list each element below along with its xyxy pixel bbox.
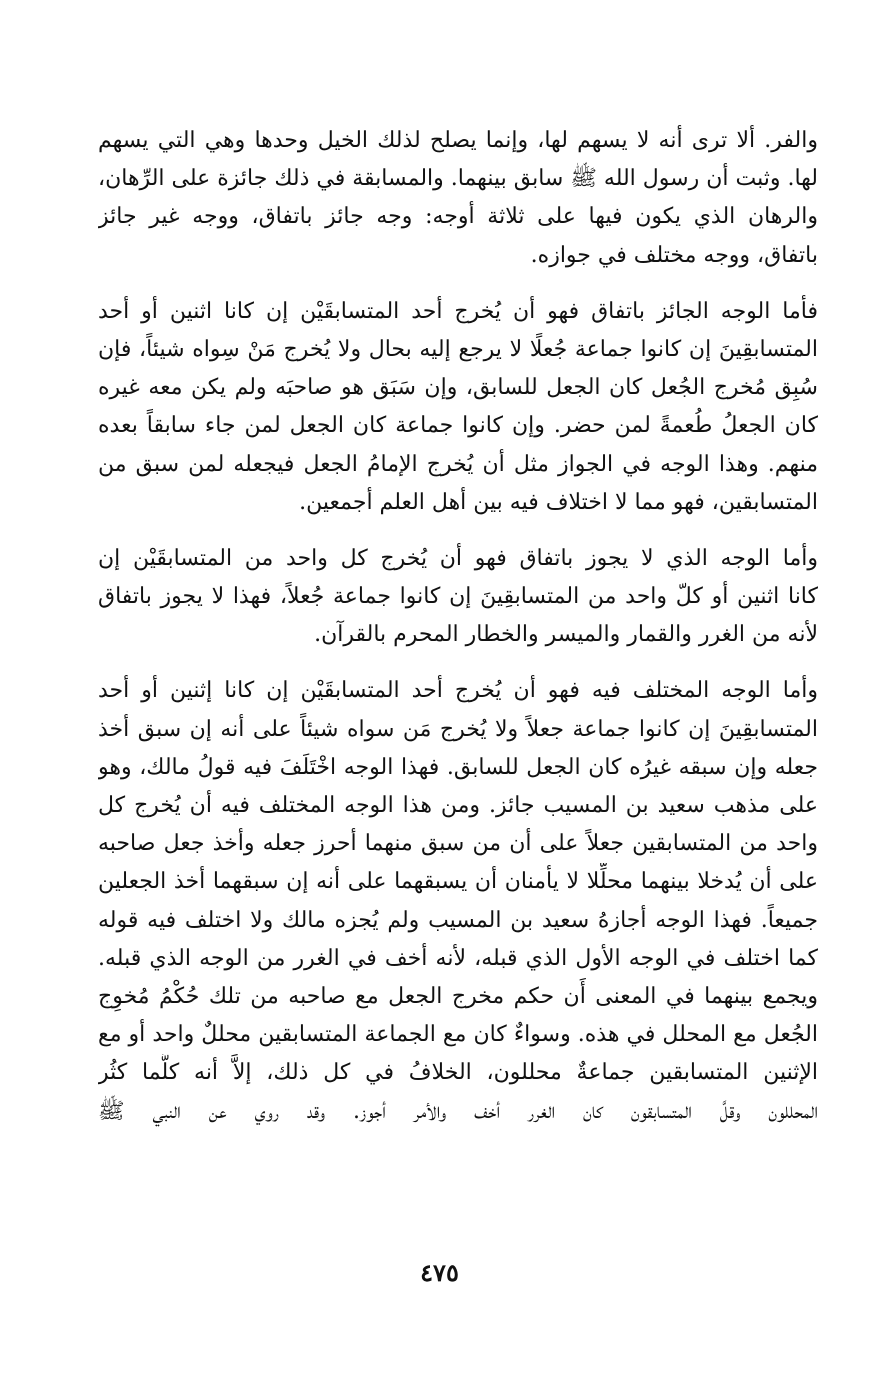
text-line: والفر. ألا ترى أنه لا يسهم لها، وإنما يصلح لذلك الخيل وحدها وهي التي يسهم xyxy=(98,128,818,153)
text-line: واحد من المتسابقين جعلاً على أن من سبق منهما أحرز جعله وأخذ جعل صاحبه xyxy=(98,831,818,857)
text-line: المحللون وقلَّ المتسابقون كان الغرر أخف والأمر أجوز. وقد روي عن النبي ﷺ xyxy=(98,1098,818,1124)
paragraph-gap xyxy=(98,654,818,672)
text-line: الجُعل مع المحلل في هذه. وسواءٌ كان مع الجماعة المتسابقين محللٌ واحد أو مع xyxy=(98,1022,818,1048)
text-line: لها. وثبت أن رسول الله ﷺ سابق بينهما. والمسابقة في ذلك جائزة على الرِّهان، xyxy=(98,166,818,192)
text-line: الإثنين المتسابقين جماعةٌ محللون، الخلافُ في كل ذلك، إلاَّ أنه كلَّما كثُر xyxy=(98,1060,818,1086)
paragraph-gap xyxy=(98,522,818,540)
text-line: جميعاً. فهذا الوجه أجازهُ سعيد بن المسيب ولم يُجزه مالك ولا اختلف فيه قوله xyxy=(98,907,818,933)
text-line: سُبِق مُخرج الجُعل كان الجعل للسابق، وإن سَبَق هو صاحبَه ولم يكن معه غيره xyxy=(98,375,818,401)
text-line: المتسابقِينَ إن كانوا جماعة جُعلًا لا يرجع إليه بحال ولا يُخرج مَنْ سِواه شيئاً، فإن xyxy=(98,336,818,362)
text-line: فأما الوجه الجائز باتفاق فهو أن يُخرج أحد المتسابقَيْن إن كانا اثنين أو أحد xyxy=(98,298,818,324)
paragraph xyxy=(98,293,818,522)
paragraph xyxy=(98,540,818,655)
text-line: ويجمع بينهما في المعنى أَن حكم مخرج الجعل مع صاحبه من تلك حُكْمُ مُخوِج xyxy=(98,983,818,1009)
text-line: باتفاق، ووجه مختلف في جوازه. xyxy=(530,242,818,268)
text-line: المتسابقِينَ إن كانوا جماعة جعلاً ولا يُخرج مَن سواه شيئاً على أنه إن سبق أخذ xyxy=(98,716,818,742)
text-line: جعله وإن سبقه غيرُه كان الجعل للسابق. فهذا الوجه اخْتَلَفَ فيه قولُ مالك، وهو xyxy=(98,754,818,780)
text-line: كان الجعلُ طُعمةً لمن حضر. وإن كانوا جماعة كان الجعل لمن جاء سابقاً بعده xyxy=(98,413,818,439)
text-line: كانا اثنين أو كلّ واحد من المتسابقِينَ إن كانوا جماعة جُعلاً، فهذا لا يجوز باتفاق xyxy=(98,584,818,610)
text-line: وأما الوجه الذي لا يجوز باتفاق فهو أن يُخرج كل واحد من المتسابقَيْن إن xyxy=(98,545,818,571)
text-line: على مذهب سعيد بن المسيب جائز. ومن هذا الوجه المختلف فيه أن يُخرج كل xyxy=(98,793,818,818)
page-number: ٤٧٥ xyxy=(420,1258,459,1287)
body-text xyxy=(98,122,818,1131)
text-line: منهم. وهذا الوجه في الجواز مثل أن يُخرج الإمامُ الجعل فيجعله لمن سبق من xyxy=(98,451,818,477)
text-line: كما اختلف في الوجه الأول الذي قبله، لأنه أخف في الغرر من الوجه الذي قبله. xyxy=(98,945,818,971)
text-line: والرهان الذي يكون فيها على ثلاثة أوجه: وجه جائز باتفاق، ووجه غير جائز xyxy=(98,204,818,230)
text-line: لأنه من الغرر والقمار والميسر والخطار المحرم بالقرآن. xyxy=(314,622,818,648)
text-line: وأما الوجه المختلف فيه فهو أن يُخرج أحد المتسابقَيْن إن كانا إثنين أو أحد xyxy=(98,678,818,704)
paragraph-gap xyxy=(98,275,818,293)
paragraph xyxy=(98,672,818,1130)
text-line: المتسابقين، فهو مما لا اختلاف فيه بين أهل العلم أجمعين. xyxy=(299,489,818,515)
text-line: على أن يُدخلا بينهما محلِّلا لا يأمنان أن يسبقهما على أنه إن سبقهما أخذ الجعلين xyxy=(98,869,818,895)
paragraph xyxy=(98,122,818,275)
